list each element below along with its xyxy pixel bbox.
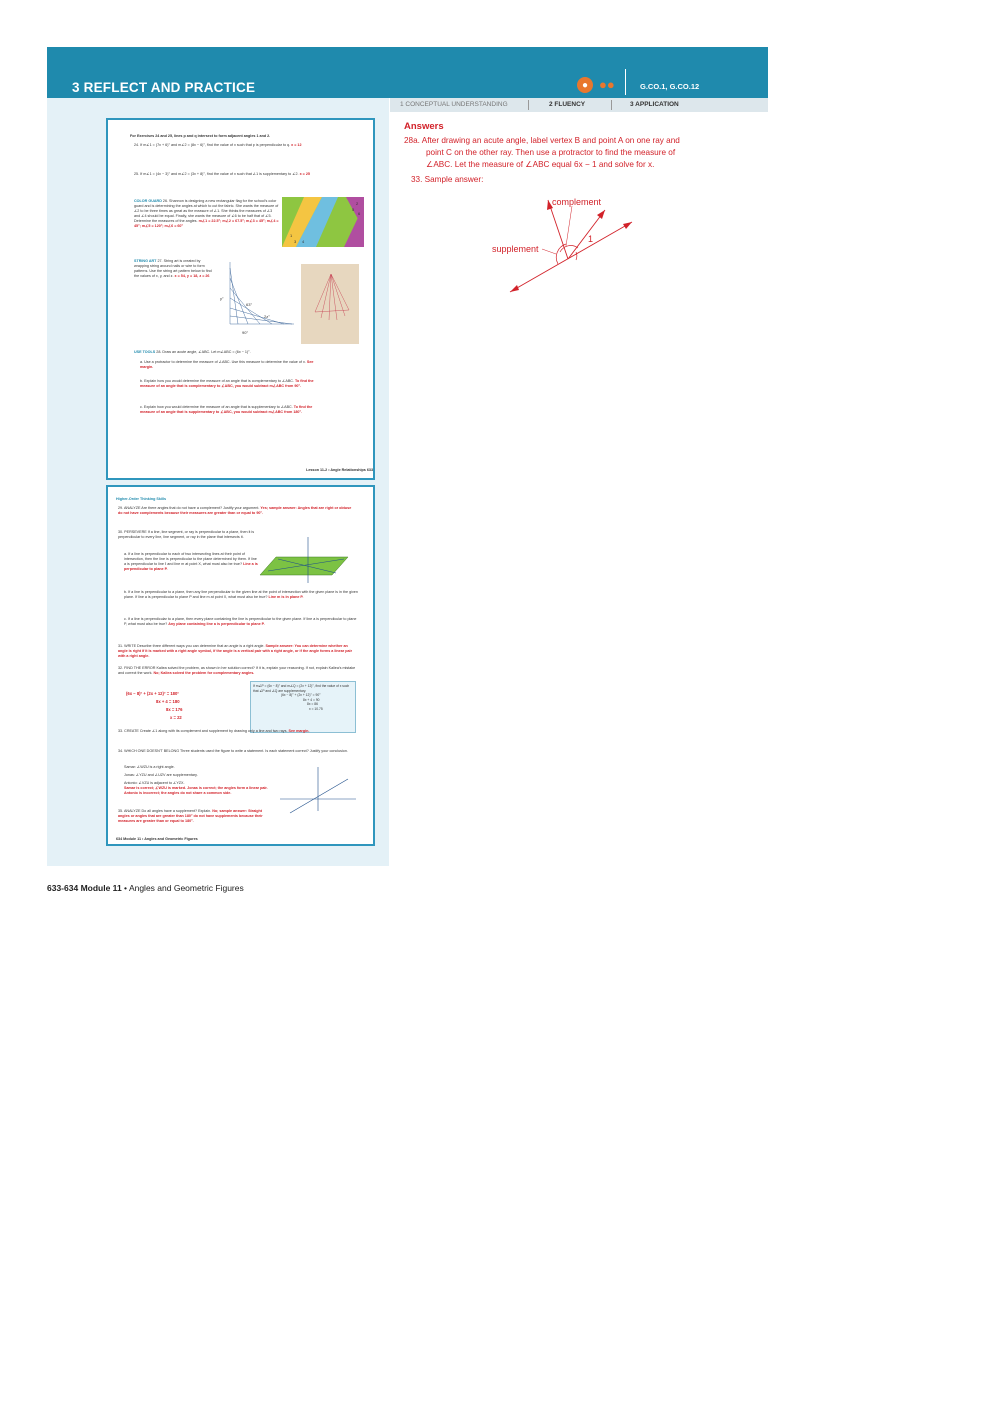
- exercise-28c-text: c. Explain how you would determine the measure of an angle that is supplementary to ∠ABC.: [140, 405, 293, 409]
- flag-figure: [282, 197, 364, 247]
- person-icon: ●: [577, 77, 593, 93]
- exercise-24-text: 24. If m∠1 = (7x + 6)° and m∠2 = (8x − 6)°, find the value of x such that p is perpendicular to q.: [134, 143, 291, 147]
- angle-1-arc: [576, 252, 577, 260]
- student-page-634: [106, 485, 375, 846]
- string: [230, 308, 284, 324]
- exercise-34: 34. WHICH ONE DOESN'T BELONG Three students used the figure to write a statement. Is each statement correct? Justify your conclusion.: [118, 749, 348, 753]
- exercise-33-text: 33. CREATE Create ∠1 along with its complement and supplement by drawing only a line and two rays.: [118, 729, 288, 733]
- exercise-28a-text: a. Use a protractor to determine the measure of ∠ABC. Use this measure to determine the value of x.: [140, 360, 306, 364]
- answer-33-figure: [490, 188, 640, 298]
- exercise-28a-answer: See margin.: [140, 360, 314, 369]
- answer-28a-line: point C on the other ray. Then use a protractor to find the measure of: [426, 148, 676, 157]
- error-equation: 8x + 4 = 90: [303, 697, 320, 702]
- string-angle-90: 90°: [242, 330, 249, 335]
- flag-label-3: 3: [294, 239, 297, 244]
- section-title: 3 REFLECT AND PRACTICE: [72, 80, 256, 95]
- exercise-26-text: 26. Shannon is designing a new rectangular flag for the school's color guard and is determining the angles at which to cut the fabric. She wants the measure of ∠2 to be three times as great as the measure of ∠1. She thinks the measures of ∠3 and ∠4 should be equal. Finally, she wants the measure of ∠6 to be half that of ∠5. Determine the measures of the angles.: [134, 199, 279, 223]
- exercise-30a-text: a. If a line is perpendicular to each of two intersecting lines at their point of intersection, then the line is perpendicular to the plane determined by them. If line a is perpendicular to line ℓ and line m at point X, what must also be true?: [124, 552, 257, 566]
- line-yv: [290, 779, 348, 813]
- exercise-24-answer: x = 12: [291, 143, 302, 147]
- standards-label: G.CO.1, G.CO.12: [640, 82, 700, 91]
- answers-heading: Answers: [404, 121, 444, 132]
- exercise-27: [134, 259, 214, 279]
- exercise-28b-answer: To find the measure of an angle that is complementary to ∠ABC, you would subtract m∠ABC from 90°.: [140, 379, 314, 388]
- error-solution-box: [250, 681, 356, 733]
- answer-28a-line: ∠ABC. Let the measure of ∠ABC equal 6x − 1 and solve for x.: [426, 160, 655, 169]
- string-art-photo: [301, 264, 359, 344]
- flag-label-2: 2: [356, 201, 359, 206]
- exercise-30: 30. PERSEVERE If a line, line segment, or ray is perpendicular to a plane, then it is perpendicular to every line, line segment, or ray in the plane that intersects it.: [118, 530, 255, 539]
- footer-pages: 633-634: [47, 883, 79, 893]
- exercise-29: [118, 506, 354, 516]
- figure-line: [510, 222, 632, 292]
- exercise-25-answer: x = 25: [299, 172, 310, 176]
- statement-jonas: Jonas: ∠YZU and ∠UZV are supplementary.: [124, 773, 198, 777]
- tab-application[interactable]: 3 APPLICATION: [630, 101, 679, 108]
- complement-label: complement: [552, 197, 602, 207]
- exercise-27-text: 27. String art is created by wrapping string around nails or wire to form patterns. Use the string art pattern below to find the values of x, y, and z.: [134, 259, 212, 278]
- plane-figure: [258, 535, 350, 585]
- exercise-32: [118, 666, 358, 676]
- string-angle-2z: 2z°: [264, 314, 270, 319]
- flag-label-6: 6: [358, 211, 361, 216]
- exercise-30c: [124, 617, 360, 627]
- exercise-30a: [124, 552, 259, 572]
- exercise-34-statements: [124, 765, 284, 796]
- exercise-32-answer: No; Kaliea solved the problem for complementary angles.: [153, 671, 255, 675]
- exercise-30b-text: b. If a line is perpendicular to a plane, then any line perpendicular to the given line at the point of intersection with the given plane is in the given plane. If line a is perpendicular to plane P and line m at point X, what must also be true?: [124, 590, 358, 599]
- error-equation: 8x = 86: [307, 702, 318, 706]
- exercise-33: [118, 729, 358, 734]
- equation-line: x = 22: [170, 715, 182, 720]
- exercise-31-answer: Sample answer: You can determine whether an angle is right if it is marked with a right angle symbol, if the angle is a vertical pair with a right angle, or if the angle forms a linear pair with a right angle.: [118, 644, 353, 658]
- ray-angle: [568, 210, 605, 259]
- supplement-leader: [542, 249, 556, 254]
- exercise-28c-answer: To find the measure of an angle that is supplementary to ∠ABC, you would subtract m∠ABC from 180°.: [140, 405, 313, 414]
- flag-label-1: 1: [290, 233, 293, 238]
- exercise-26-answer: m∠1 = 22.5°; m∠2 = 67.5°; m∠3 = 45°; m∠4 = 45°; m∠5 = 120°; m∠6 = 60°: [134, 219, 279, 228]
- level-tabs: [390, 98, 768, 112]
- exercise-28b-text: b. Explain how you would determine the measure of an angle that is complementary to ∠ABC.: [140, 379, 294, 383]
- exercise-27-label: STRING ART: [134, 259, 157, 263]
- statement-samar: Samar: ∠WZU is a right angle.: [124, 765, 175, 769]
- footer-title: Angles and Geometric Figures: [128, 883, 244, 893]
- exercise-30a-answer: Line a is perpendicular to plane P.: [124, 562, 258, 571]
- exercise-intro: For Exercises 24 and 25, lines p and q intersect to form adjacent angles 1 and 2.: [130, 134, 271, 138]
- exercise-35: [118, 809, 268, 824]
- arrow-left-icon: [510, 285, 519, 292]
- error-equation: x = 10.75: [309, 706, 323, 711]
- exercise-26-label: COLOR GUARD: [134, 199, 162, 203]
- equation-line: (6x − 8)° + (2x + 12)° = 180°: [126, 691, 179, 696]
- angle-1-label: 1: [588, 234, 594, 244]
- angle-lines-figure: [278, 765, 358, 815]
- string-lines: [230, 262, 294, 324]
- exercise-28-label: USE TOOLS: [134, 350, 156, 354]
- exercise-30c-answer: Any plane containing line a is perpendicular to plane P.: [168, 622, 265, 626]
- statement-antonio: Antonio: ∠VZU is adjacent to ∠YZX.: [124, 781, 185, 785]
- group-icon: ●●: [599, 77, 615, 92]
- string-angle-63: 63°: [246, 302, 253, 307]
- hots-heading: Higher-Order Thinking Skills: [116, 497, 166, 501]
- exercise-35-text: 35. ANALYZE Do all angles have a supplement? Explain.: [118, 809, 212, 813]
- exercise-24: [134, 143, 314, 148]
- string-art-diagram: [218, 258, 298, 336]
- tab-fluency[interactable]: 2 FLUENCY: [549, 101, 586, 108]
- exercise-25: [134, 172, 314, 177]
- exercise-29-answer: Yes; sample answer: Angles that are right or obtuse do not have complements because their measures are greater than or equal to 90°.: [118, 506, 352, 515]
- exercise-31-text: 31. WRITE Describe three different ways you can determine that an angle is a right angle.: [118, 644, 265, 648]
- correct-work: [126, 690, 256, 722]
- footer-bullet: •: [124, 883, 128, 893]
- footer-module: Module 11: [80, 883, 122, 893]
- exercise-34-answer: Samar is correct; ∠WZU is marked. Jonas is correct; the angles form a linear pair. Antonio is incorrect; the angles do not share a common side.: [124, 786, 268, 795]
- equation-line: 8x = 176: [166, 707, 183, 712]
- supplement-label: supplement: [492, 244, 539, 254]
- exercise-35-answer: No; sample answer: Straight angles or angles that are greater than 180° do not have supplements because their measures are greater than or equal to 180°.: [118, 809, 263, 823]
- exercise-28c: [140, 405, 320, 415]
- exercise-33-answer: See margin.: [288, 729, 310, 733]
- answer-28a-line: 28a. After drawing an acute angle, label vertex B and point A on one ray and: [404, 136, 680, 145]
- answer-33: 33. Sample answer:: [411, 175, 484, 184]
- exercise-25-text: 25. If m∠1 = (4x − 3)° and m∠2 = (3x + 8)°, find the value of x such that ∠1 is supplementary to ∠2.: [134, 172, 299, 176]
- answer-28a: [404, 135, 734, 171]
- exercise-28: [134, 350, 364, 355]
- exercise-30b: [124, 590, 360, 600]
- flag-label-4: 4: [302, 239, 305, 244]
- header-icons: [577, 76, 617, 94]
- page-634-folio: 634 Module 11 • Angles and Geometric Figures: [116, 837, 198, 841]
- exercise-28b: [140, 379, 320, 389]
- exercise-28-text: 28. Draw an acute angle, ∠ABC. Let m∠ABC = (6x − 1)°.: [156, 350, 251, 354]
- exercise-29-text: 29. ANALYZE Are there angles that do not have a complement? Justify your argument.: [118, 506, 260, 510]
- exercise-27-answer: x = 54, y = 18, z = 26: [174, 274, 210, 278]
- student-page-633: [106, 118, 375, 480]
- arrow-upright-icon: [597, 210, 605, 219]
- flag-label-5: 5: [352, 207, 355, 212]
- page-footer: [47, 883, 244, 893]
- header-divider: [625, 69, 626, 95]
- exercise-26: [134, 199, 279, 229]
- exercise-30b-answer: Line m is in plane P.: [268, 595, 304, 599]
- exercise-32-text: 32. FIND THE ERROR Kaliea solved the problem, as shown in her solution correct? If it is, explain your reasoning. If not, explain Kaliea's mistake and correct the work.: [118, 666, 356, 675]
- complement-leader: [566, 206, 572, 246]
- section-header: [47, 47, 768, 98]
- error-equation: (6x − 8)° + (2x + 12)° = 90°: [281, 693, 321, 697]
- error-problem: If m∠P = (6x − 8)° and m∠Q = (2x + 12)°, find the value of x such that ∠P and ∠Q are supplementary.: [253, 684, 350, 693]
- string: [230, 288, 260, 324]
- exercise-31: [118, 644, 358, 659]
- exercise-28a: [140, 360, 320, 370]
- tab-conceptual[interactable]: 1 CONCEPTUAL UNDERSTANDING: [400, 101, 508, 108]
- plane-p: [260, 557, 348, 575]
- equation-line: 8x + 4 = 180: [156, 699, 180, 704]
- page-633-folio: Lesson 11-2 • Angle Relationships 633: [306, 468, 373, 472]
- arrow-right-icon: [623, 222, 632, 229]
- string-angle-y: y°: [220, 296, 224, 301]
- exercise-30c-text: c. If a line is perpendicular to a plane, then every plane containing the line is perpendicular to the given plane. If line a is perpendicular to plane P, what must also be true?: [124, 617, 357, 626]
